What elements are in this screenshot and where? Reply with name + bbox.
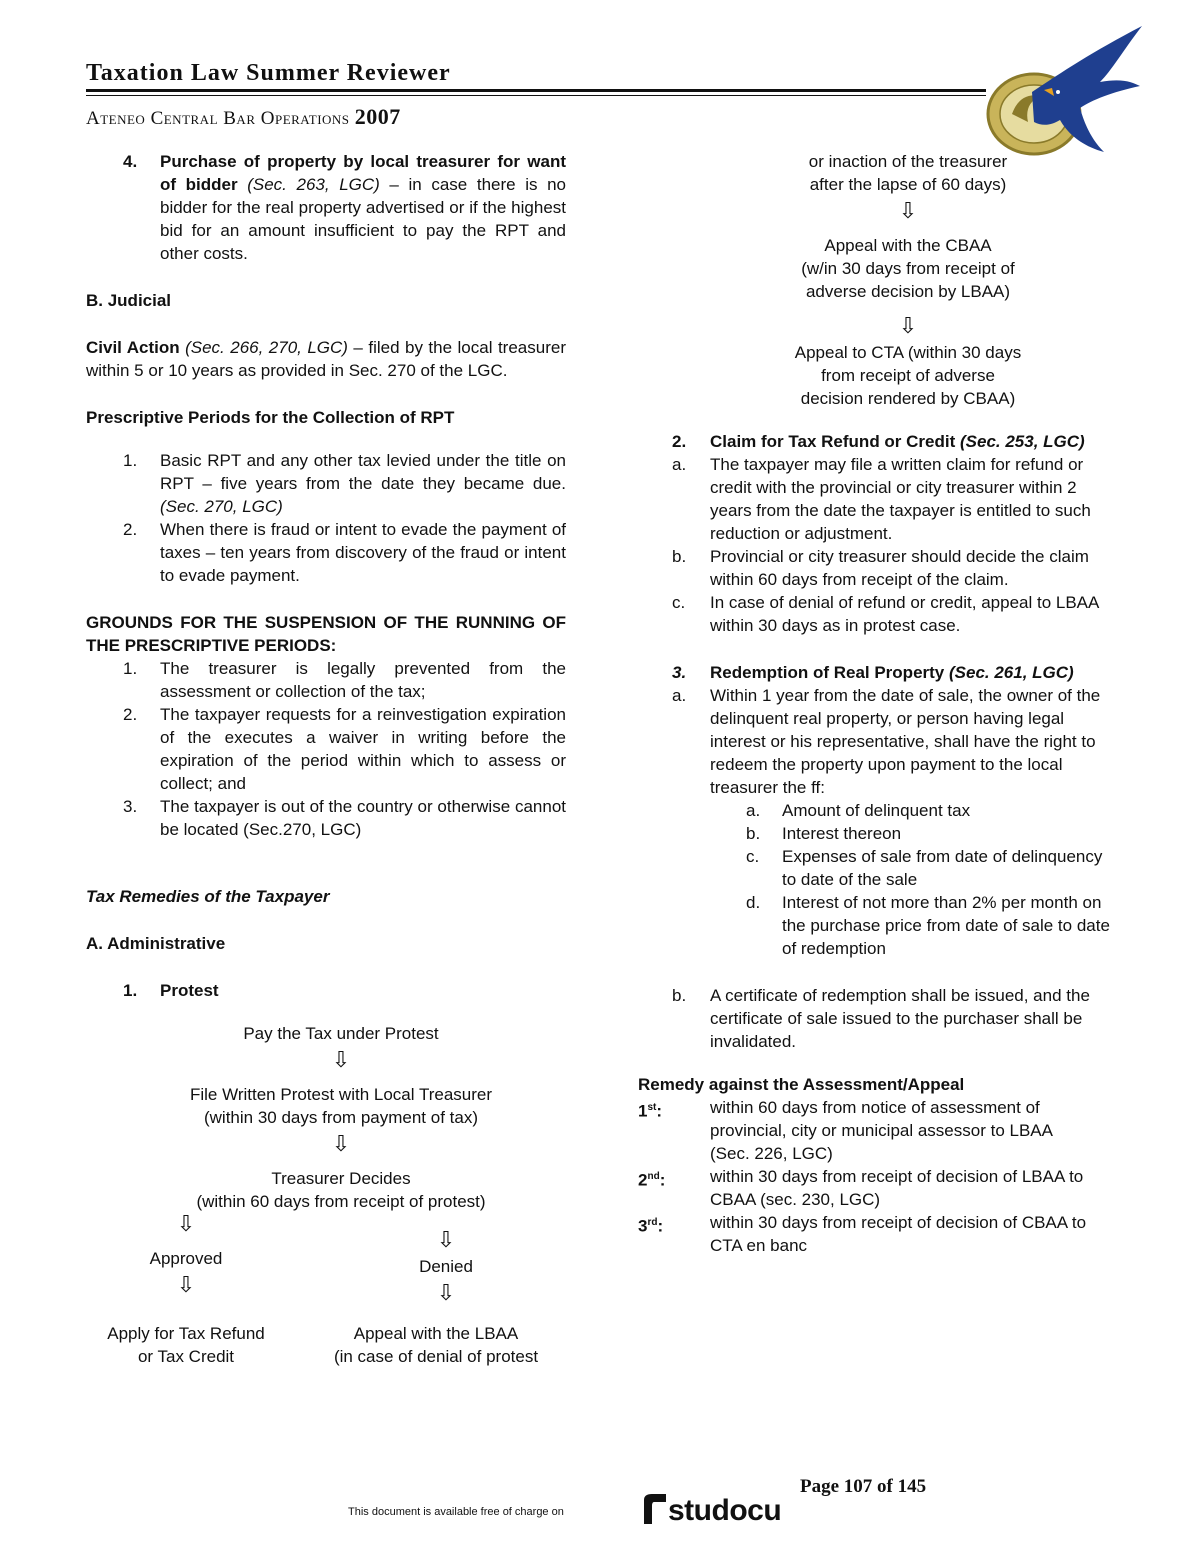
flow-branches: [86, 1209, 566, 1308]
item-text: within 30 days from receipt of decision of LBAA to CBAA (sec. 230, LGC): [710, 1167, 1084, 1209]
down-arrow-icon: ⇩: [436, 1227, 456, 1252]
item-text: The taxpayer requests for a reinvestigation expiration of the executes a waiver in writing before the expiration of the period within which to assess or collect; and: [160, 705, 566, 793]
list-letter: a.: [672, 686, 687, 705]
list-number: 1.: [123, 981, 138, 1000]
flow-step-note: or inaction of the treasurer: [808, 152, 1008, 171]
item-text: A certificate of redemption shall be issued, and the certificate of sale issued to the purchaser shall be invalidated.: [710, 986, 1090, 1051]
item-text: Provincial or city treasurer should decide the claim within 60 days from receipt of the claim.: [710, 547, 1089, 589]
flow-outcome-refund: [86, 1322, 286, 1368]
header-rule-thin: [86, 95, 986, 96]
flow-step-note: decision rendered by CBAA): [800, 389, 1016, 408]
flow-step: Appeal with the CBAA: [824, 236, 992, 255]
list-number: 1.: [123, 659, 138, 678]
flow-step-note: (in case of denial of protest: [333, 1347, 539, 1366]
paragraph: [86, 336, 566, 382]
studocu-logo-icon: [640, 1492, 670, 1526]
item-text: In case of denial of refund or credit, appeal to LBAA within 30 days as in protest case.: [710, 593, 1099, 635]
flow-step: Appeal to CTA (within 30 days: [794, 343, 1022, 362]
list-item: [86, 703, 566, 795]
list-item: [86, 979, 566, 1002]
list-number: 3.: [123, 797, 138, 816]
list-item: [638, 453, 1116, 545]
sub-list-item: [638, 891, 1116, 960]
down-arrow-icon: ⇩: [331, 1131, 351, 1156]
section-heading: GROUNDS FOR THE SUSPENSION OF THE RUNNING OF THE PRESCRIPTIVE PERIODS:: [86, 613, 566, 655]
document-subtitle: [86, 104, 401, 130]
sub-list-item: [638, 799, 1116, 822]
item-text: – in case there is no bidder for the real property advertised or if the highest bid for an amount insufficient to pay the RPT and other costs.: [160, 175, 567, 263]
item-text: within 60 days from notice of assessment of provincial, city or municipal assessor to LBAA: [710, 1098, 1053, 1140]
citation: (Sec. 261, LGC): [949, 663, 1074, 682]
item-title: Protest: [160, 981, 219, 1000]
list-letter: b.: [672, 986, 687, 1005]
down-arrow-icon: ⇩: [176, 1211, 196, 1236]
item-text: Interest thereon: [782, 824, 902, 843]
right-column: [638, 150, 1116, 1257]
page-number: Page 107 of 145: [800, 1476, 927, 1497]
down-arrow-icon: ⇩: [898, 198, 918, 223]
sub-list-item: [638, 822, 1116, 845]
flow-step: File Written Protest with Local Treasurer: [189, 1085, 492, 1104]
term: Civil Action: [86, 338, 180, 357]
header-rule: [86, 89, 986, 92]
list-number: 1.: [123, 451, 138, 470]
list-letter: b.: [746, 824, 761, 843]
flow-step-note: (within 30 days from payment of tax): [203, 1108, 478, 1127]
list-item: [638, 430, 1116, 453]
item-title: Purchase of property by local treasurer for want of bidder: [160, 152, 566, 194]
item-text: Within 1 year from the date of sale, the owner of the delinquent real property, or person having legal interest or his representative, shall have the right to redeem the property upon payment to the local treasurer the ff:: [710, 686, 1101, 797]
item-title: Redemption of Real Property: [710, 663, 945, 682]
list-item: [638, 661, 1116, 684]
citation: (Sec. 266, 270, LGC): [185, 338, 348, 357]
item-text: Basic RPT and any other tax levied under the title on RPT – five years from the date they became due.: [160, 451, 566, 493]
subtitle-year: 2007: [354, 104, 401, 129]
down-arrow-icon: ⇩: [898, 313, 918, 338]
remedy-item: [638, 1211, 1116, 1257]
sub-list-item: [638, 845, 1116, 891]
list-letter: a.: [672, 455, 687, 474]
flow-step: Denied: [419, 1257, 473, 1276]
section-heading: Prescriptive Periods for the Collection of RPT: [86, 408, 455, 427]
list-letter: a.: [746, 801, 761, 820]
section-heading: B. Judicial: [86, 291, 172, 310]
flow-step: or Tax Credit: [137, 1347, 235, 1366]
flow-outcomes: [86, 1322, 566, 1368]
flow-step-note: adverse decision by LBAA): [805, 282, 1011, 301]
item-text: When there is fraud or intent to evade the payment of taxes – ten years from discovery of the fraud or intent to evade payment.: [160, 520, 566, 585]
list-number: 4.: [123, 152, 138, 171]
remedy-item: [638, 1165, 1116, 1211]
list-item: [86, 449, 566, 518]
approved-branch: [86, 1209, 286, 1308]
down-arrow-icon: ⇩: [331, 1047, 351, 1072]
left-column: [86, 150, 566, 1368]
list-item: [638, 984, 1116, 1053]
denied-branch: [326, 1209, 566, 1308]
list-letter: c.: [746, 847, 760, 866]
list-letter: d.: [746, 893, 761, 912]
flow-step: Treasurer Decides: [271, 1169, 411, 1188]
list-item: [86, 518, 566, 587]
down-arrow-icon: ⇩: [436, 1280, 456, 1305]
paragraph-text: – filed by the local treasurer within 5 or 10 years as provided in Sec. 270 of the LGC.: [86, 338, 566, 380]
list-item: [638, 545, 1116, 591]
flow-outcome-appeal: [306, 1322, 566, 1368]
list-letter: c.: [672, 593, 686, 612]
section-heading: Tax Remedies of the Taxpayer: [86, 887, 330, 906]
item-text: The taxpayer may file a written claim for refund or credit with the provincial or city treasurer within 2 years from the date the taxpayer is entitled to such reduction or adjustment.: [710, 455, 1091, 543]
list-item: [86, 150, 566, 265]
list-letter: b.: [672, 547, 687, 566]
appeal-flowchart: [638, 150, 1118, 410]
flow-step: Appeal with the LBAA: [353, 1324, 519, 1343]
list-number: 2.: [123, 520, 138, 539]
item-text: Amount of delinquent tax: [782, 801, 971, 820]
item-text: Expenses of sale from date of delinquency to date of the sale: [782, 847, 1103, 889]
studocu-brand[interactable]: studocu: [668, 1494, 782, 1527]
item-text: The treasurer is legally prevented from the assessment or collection of the tax;: [160, 659, 566, 701]
list-number: 2.: [672, 432, 687, 451]
list-number: 2.: [123, 705, 138, 724]
eagle-logo-icon: [972, 22, 1152, 162]
list-item: [86, 795, 566, 841]
list-item: [638, 591, 1116, 637]
ordinal: 1st:: [638, 1101, 663, 1121]
item-text: within 30 days from receipt of decision of CBAA to CTA en banc: [710, 1213, 1087, 1255]
ordinal: 3rd:: [638, 1216, 664, 1236]
list-item: [638, 684, 1116, 799]
list-item: [86, 657, 566, 703]
protest-flowchart: [86, 1022, 566, 1213]
flow-step-note: (within 60 days from receipt of protest): [196, 1192, 486, 1211]
flow-step-note: from receipt of adverse: [821, 366, 995, 385]
down-arrow-icon: ⇩: [176, 1272, 196, 1297]
citation: (Sec. 226, LGC): [710, 1144, 833, 1163]
section-heading: Remedy against the Assessment/Appeal: [638, 1075, 965, 1094]
ordinal: 2nd:: [638, 1170, 666, 1190]
item-title: Claim for Tax Refund or Credit: [710, 432, 956, 451]
document-title: Taxation Law Summer Reviewer: [86, 60, 451, 86]
section-heading: A. Administrative: [86, 934, 226, 953]
subtitle-text: Ateneo Central Bar Operations: [86, 108, 350, 129]
flow-step: Apply for Tax Refund: [107, 1324, 265, 1343]
flow-step: Pay the Tax under Protest: [243, 1024, 439, 1043]
footer-note: This document is available free of charge on: [348, 1506, 564, 1518]
citation: (Sec. 263, LGC): [247, 175, 380, 194]
list-number: 3.: [672, 663, 687, 682]
item-text: Interest of not more than 2% per month on the purchase price from date of sale to date of redemption: [782, 893, 1110, 958]
flow-step-note: (w/in 30 days from receipt of: [801, 259, 1015, 278]
flow-step-note: after the lapse of 60 days): [809, 175, 1007, 194]
remedy-item: [638, 1096, 1116, 1165]
item-text: The taxpayer is out of the country or otherwise cannot be located (Sec.270, LGC): [160, 797, 566, 839]
citation: (Sec. 270, LGC): [160, 497, 283, 516]
citation: (Sec. 253, LGC): [960, 432, 1085, 451]
flow-step: Approved: [149, 1249, 223, 1268]
